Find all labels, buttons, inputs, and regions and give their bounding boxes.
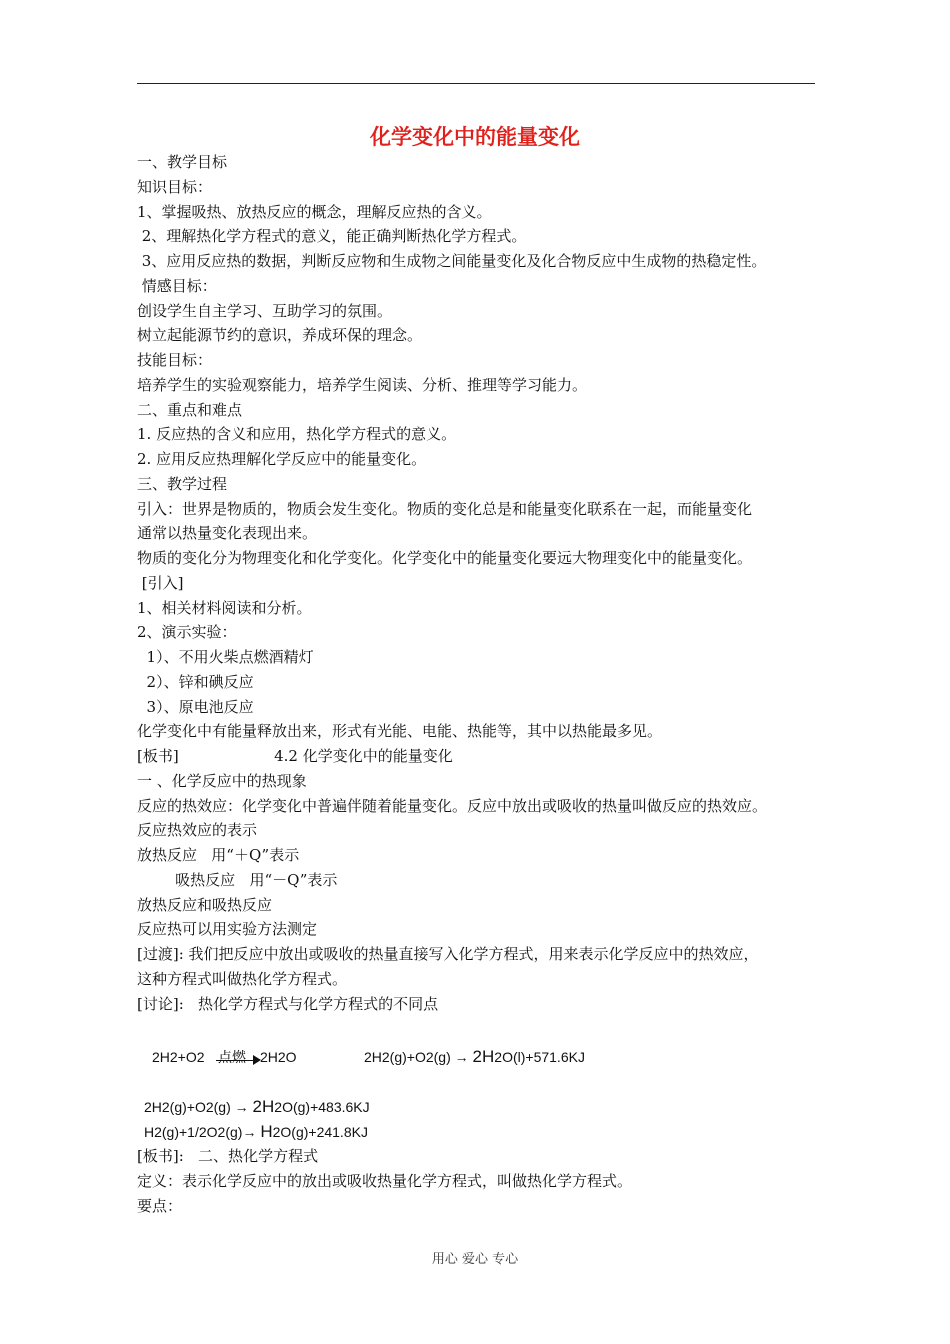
body-line: 2、演示实验： xyxy=(137,623,237,642)
body-line: 2）、锌和碘反应 xyxy=(137,672,254,691)
body-line: 反应热效应的表示 xyxy=(137,821,258,840)
body-line: 要点： xyxy=(137,1197,183,1215)
body-line: 2. 应用反应热理解化学反应中的能量变化。 xyxy=(137,450,427,468)
body-line: 吸热反应 用“－Q”表示 xyxy=(137,870,338,889)
body-line: 定义：表示化学反应中的放出或吸收热量化学方程式，叫做热化学方程式。 xyxy=(137,1172,633,1190)
body-line: 物质的变化分为物理变化和化学变化。化学变化中的能量变化要远大物理变化中的能量变化。 xyxy=(137,549,753,567)
body-line: 一、教学目标 xyxy=(137,153,228,171)
document-title: 化学变化中的能量变化 xyxy=(370,125,580,149)
equation-1-arrow-line xyxy=(216,1060,256,1061)
body-line: [板书] 4.2 化学变化中的能量变化 xyxy=(137,747,453,765)
body-line: 二、重点和难点 xyxy=(137,400,243,419)
equation-1-condition: 点燃 xyxy=(218,1049,246,1065)
body-line: 反应热可以用实验方法测定 xyxy=(137,920,318,939)
equation-1-left: 2H2+O2 xyxy=(152,1049,205,1065)
equation-4 xyxy=(144,1122,368,1142)
body-line: 化学变化中有能量释放出来，形式有光能、电能、热能等，其中以热能最多见。 xyxy=(137,722,663,741)
equation-3-right: 2O(g)+483.6KJ xyxy=(274,1099,370,1115)
equation-4-right: 2O(g)+241.8KJ xyxy=(272,1124,368,1140)
body-line: 1、掌握吸热、放热反应的概念，理解反应热的含义。 xyxy=(137,202,492,221)
equation-3 xyxy=(144,1097,370,1117)
equation-2 xyxy=(364,1047,585,1067)
equation-4-left: H2(g)+1/2O2(g) xyxy=(144,1124,243,1140)
equation-4-big: H xyxy=(260,1122,273,1141)
body-line: 1）、不用火柴点燃酒精灯 xyxy=(137,648,314,666)
equation-1-right: 2H2O xyxy=(260,1049,297,1065)
body-line: 知识目标： xyxy=(137,177,213,196)
body-line: 一 、化学反应中的热现象 xyxy=(137,771,307,790)
header-rule xyxy=(137,83,815,84)
equation-2-big: 2H xyxy=(472,1047,495,1066)
equation-3-big: 2H xyxy=(252,1097,275,1116)
body-line: [讨论]: 热化学方程式与化学方程式的不同点 xyxy=(137,994,439,1013)
body-line: 情感目标： xyxy=(137,276,217,295)
body-line: 通常以热量变化表现出来。 xyxy=(137,524,318,543)
body-line: 三、教学过程 xyxy=(137,474,228,493)
equation-2-left: 2H2(g)+O2(g) xyxy=(364,1049,451,1065)
equation-2-arrow: → xyxy=(454,1049,469,1065)
body-line: 技能目标： xyxy=(137,351,213,369)
body-line: 树立起能源节约的意识，养成环保的理念。 xyxy=(137,326,423,345)
body-line: 反应的热效应：化学变化中普遍伴随着能量变化。反应中放出或吸收的热量叫做反应的热效应。 xyxy=(137,796,768,815)
body-line: [过渡]: 我们把反应中放出或吸收的热量直接写入化学方程式，用来表示化学反应中的热效应， xyxy=(137,945,759,963)
equation-4-arrow: → xyxy=(242,1124,257,1140)
body-line: 创设学生自主学习、互助学习的氛围。 xyxy=(137,301,393,320)
body-line: 3）、原电池反应 xyxy=(137,697,254,716)
body-line: 培养学生的实验观察能力，培养学生阅读、分析、推理等学习能力。 xyxy=(137,375,588,394)
body-line: 1、相关材料阅读和分析。 xyxy=(137,598,312,617)
body-line: [引入] xyxy=(137,573,184,592)
body-line: [板书]: 二、热化学方程式 xyxy=(137,1147,319,1165)
body-line: 2、理解热化学方程式的意义，能正确判断热化学方程式。 xyxy=(137,227,527,246)
body-line: 1. 反应热的含义和应用，热化学方程式的意义。 xyxy=(137,425,457,444)
body-line: 这种方程式叫做热化学方程式。 xyxy=(137,969,348,988)
body-line: 3、应用反应热的数据，判断反应物和生成物之间能量变化及化合物反应中生成物的热稳定性。 xyxy=(137,252,767,270)
equation-2-right: 2O(l)+571.6KJ xyxy=(494,1049,585,1065)
body-line: 放热反应和吸热反应 xyxy=(137,895,273,914)
equation-3-left: 2H2(g)+O2(g) xyxy=(144,1099,231,1115)
body-line: 放热反应 用“＋Q”表示 xyxy=(137,846,300,864)
body-line: 引入：世界是物质的，物质会发生变化。物质的变化总是和能量变化联系在一起，而能量变化 xyxy=(137,499,753,518)
equation-3-arrow: → xyxy=(234,1099,249,1115)
page-footer: 用心 爱心 专心 xyxy=(431,1252,519,1267)
